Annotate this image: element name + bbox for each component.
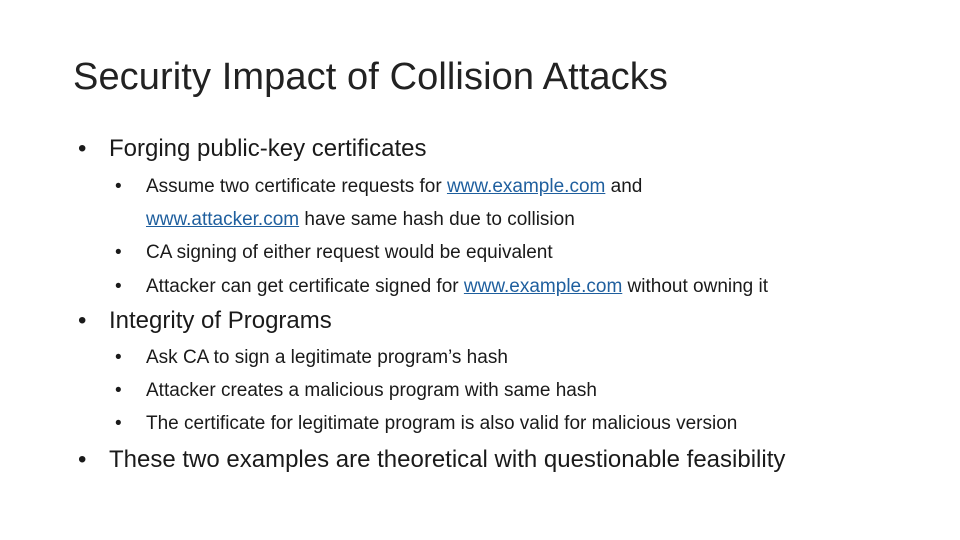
bullet-icon: •: [78, 135, 87, 162]
sub-bullet-text: Attacker creates a malicious program with same hash: [146, 380, 597, 401]
sub-bullet-certificate-valid: [115, 407, 737, 440]
sub-bullet-text: Attacker can get certificate signed for: [146, 276, 464, 297]
example-link[interactable]: www.example.com: [463, 276, 623, 297]
sub-bullet-text: and: [605, 176, 643, 197]
bullet-icon: •: [115, 242, 122, 263]
bullet-text: Integrity of Programs: [109, 307, 332, 334]
sub-bullet-text: CA signing of either request would be equivalent: [146, 242, 553, 263]
sub-bullet-ca-signing: [115, 236, 553, 269]
bullet-icon: •: [115, 347, 122, 368]
bullet-icon: •: [78, 307, 87, 334]
sub-bullet-text: The certificate for legitimate program is also valid for malicious version: [146, 413, 738, 434]
sub-bullet-assume-requests: [115, 170, 642, 203]
bullet-icon: •: [115, 276, 122, 297]
sub-bullet-text: without owning it: [622, 276, 769, 297]
sub-bullet-attacker-creates: [115, 374, 597, 407]
bullet-icon: •: [115, 176, 122, 197]
example-link[interactable]: www.example.com: [446, 176, 606, 197]
bullet-theoretical-examples: [78, 446, 785, 474]
slide-title: Security Impact of Collision Attacks: [73, 56, 668, 98]
bullet-integrity-programs: [78, 307, 332, 335]
bullet-forging-certificates: [78, 135, 426, 163]
sub-bullet-assume-requests-continued: [115, 203, 575, 236]
sub-bullet-text: have same hash due to collision: [299, 209, 575, 230]
attacker-link[interactable]: www.attacker.com: [146, 209, 300, 230]
bullet-icon: •: [78, 446, 87, 473]
bullet-icon: •: [115, 413, 122, 434]
bullet-icon: •: [115, 380, 122, 401]
sub-bullet-text: Ask CA to sign a legitimate program’s hash: [146, 347, 508, 368]
sub-bullet-attacker-certificate: [115, 270, 768, 303]
sub-bullet-text: Assume two certificate requests for: [146, 176, 447, 197]
bullet-text: These two examples are theoretical with questionable feasibility: [109, 446, 786, 473]
sub-bullet-ask-ca: [115, 341, 508, 374]
bullet-text: Forging public-key certificates: [109, 135, 427, 162]
